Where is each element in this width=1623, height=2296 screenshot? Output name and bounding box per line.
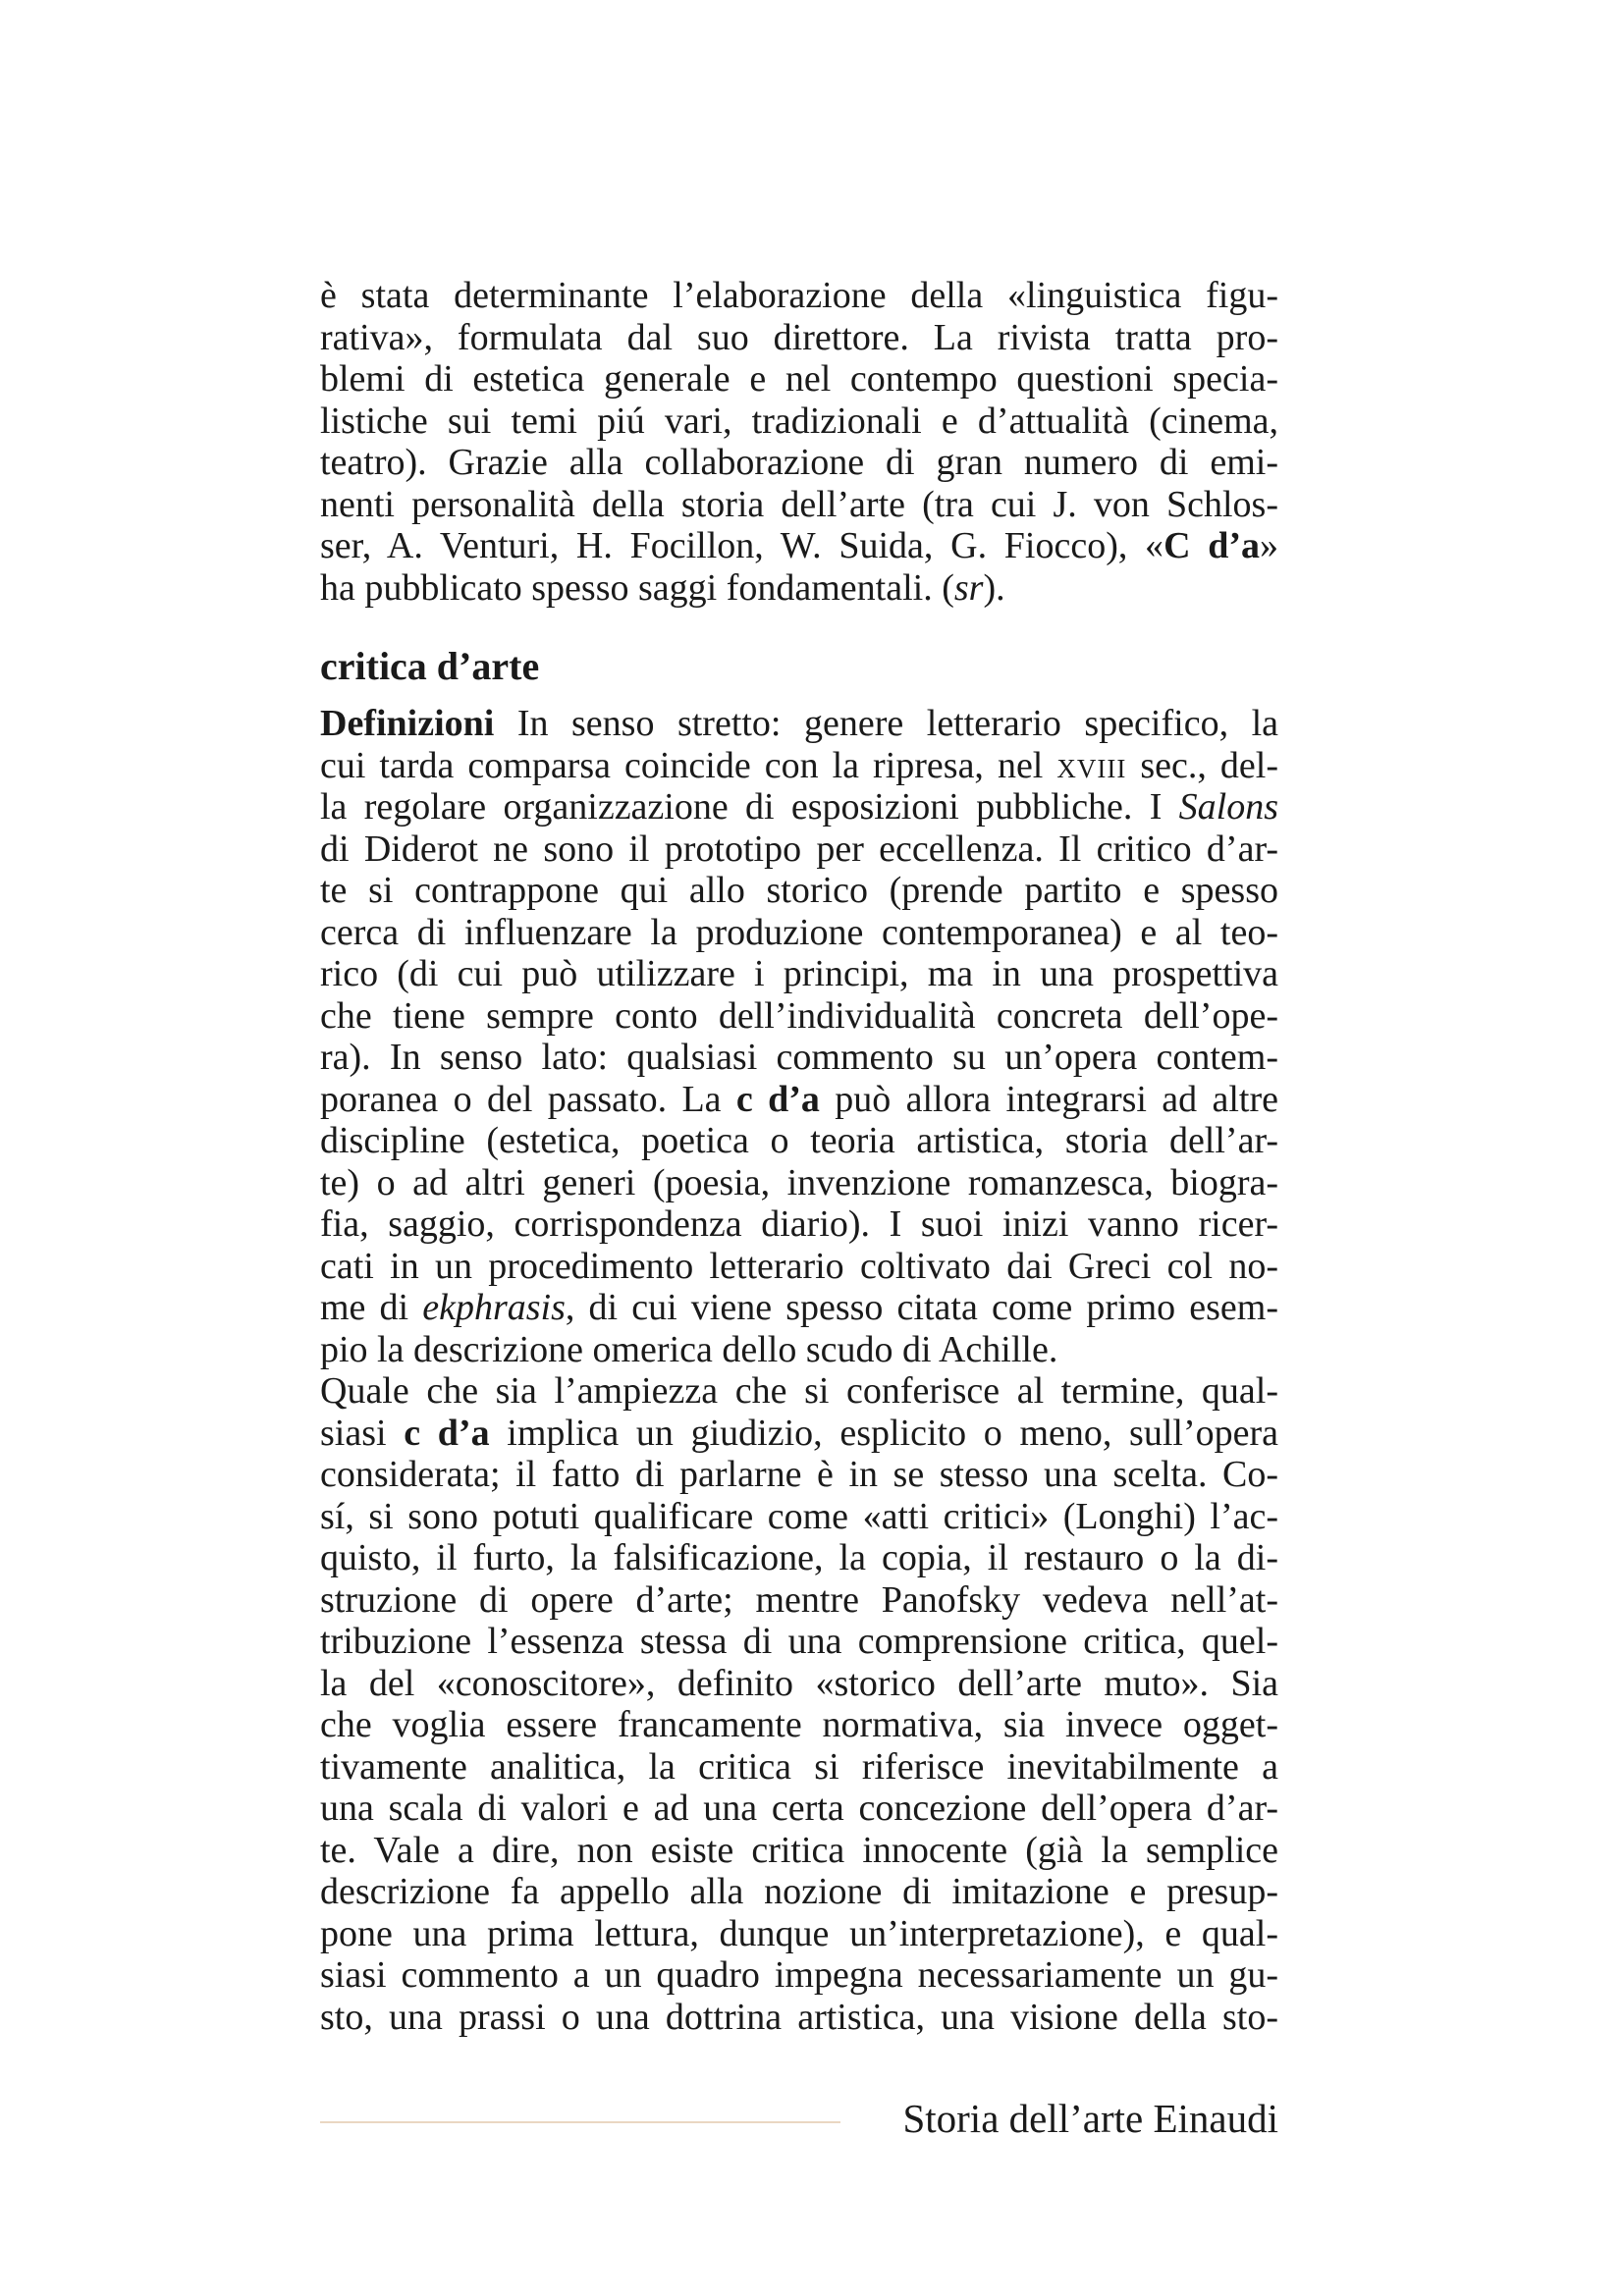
text-line: Quale che sia l’ampiezza che si conferisce al termine, qual- — [320, 1370, 1278, 1412]
text-line: te) o ad altri generi (poesia, invenzione romanzesca, biogra- — [320, 1161, 1278, 1203]
text-run: ser, A. Venturi, H. Focillon, W. Suida, G. Fiocco), « — [320, 525, 1164, 566]
text-line: sí, si sono potuti qualificare come «atti critici» (Longhi) l’ac- — [320, 1495, 1278, 1537]
text-line — [320, 1287, 1278, 1329]
text-line: cati in un procedimento letterario coltivato dai Greci col no- — [320, 1245, 1278, 1287]
text-line: blemi di estetica generale e nel contempo questioni specia- — [320, 358, 1278, 400]
text-line — [320, 1413, 1278, 1455]
text-line: tivamente analitica, la critica si riferisce inevitabilmente a — [320, 1745, 1278, 1788]
text-run: la regolare organizzazione di esposizioni pubbliche. I — [320, 786, 1179, 828]
century-numeral: xviii — [1056, 744, 1127, 786]
text-run: » — [1260, 525, 1278, 566]
text-line: pio la descrizione omerica dello scudo di Achille. — [320, 1328, 1058, 1370]
section-label: Definizioni — [320, 703, 495, 744]
italic-term: ekphrasis — [422, 1287, 566, 1328]
text-line: di Diderot ne sono il prototipo per eccellenza. Il critico d’ar- — [320, 828, 1278, 870]
text-line: che tiene sempre conto dell’individualità concreta dell’ope- — [320, 994, 1278, 1037]
text-run: implica un giudizio, esplicito o meno, sull’opera — [489, 1412, 1279, 1454]
author-initials: sr — [953, 566, 984, 609]
text-line — [320, 1079, 1278, 1121]
text-line: cerca di influenzare la produzione contemporanea) e al teo- — [320, 911, 1278, 953]
text-line: listiche sui temi piú vari, tradizionali e d’attualità (cinema, — [320, 400, 1278, 442]
text-line: la del «conoscitore», definito «storico dell’arte muto». Sia — [320, 1662, 1278, 1704]
abbreviation: c d’a — [404, 1412, 490, 1454]
text-line: quisto, il furto, la falsificazione, la copia, il restauro o la di- — [320, 1537, 1278, 1578]
text-run: poranea o del passato. La — [320, 1078, 736, 1120]
text-run: me di — [320, 1287, 423, 1328]
text-run: ha pubblicato spesso saggi fondamentali. ( — [320, 566, 954, 609]
text-line: una scala di valori e ad una certa concezione dell’opera d’ar- — [320, 1788, 1278, 1829]
text-line: ra). In senso lato: qualsiasi commento su un’opera contem- — [320, 1037, 1278, 1078]
text-line: che voglia essere francamente normativa, sia invece ogget- — [320, 1704, 1278, 1745]
entry-heading: critica d’arte — [320, 644, 540, 688]
entry-body — [320, 703, 1278, 2038]
text-line: nenti personalità della storia dell’arte (tra cui J. von Schlos- — [320, 483, 1278, 525]
intro-paragraph — [320, 275, 1278, 609]
text-line: pone una prima lettura, dunque un’interpretazione), e qual- — [320, 1912, 1278, 1954]
text-line — [320, 745, 1278, 787]
page-footer — [320, 2089, 1278, 2148]
italic-title: Salons — [1178, 786, 1278, 828]
text-line: discipline (estetica, poetica o teoria artistica, storia dell’ar- — [320, 1120, 1278, 1161]
abbreviation: C d’a — [1163, 525, 1260, 566]
text-line: te si contrappone qui allo storico (prende partito e spesso — [320, 870, 1278, 911]
footer-rule — [320, 2121, 840, 2123]
text-line — [320, 786, 1278, 828]
text-line: teatro). Grazie alla collaborazione di gran numero di emi- — [320, 442, 1278, 483]
text-run: sec., del- — [1126, 744, 1278, 786]
text-line: è stata determinante l’elaborazione della «linguistica figu- — [320, 275, 1278, 316]
text-line — [320, 525, 1278, 567]
text-line: siasi commento a un quadro impegna necessariamente un gu- — [320, 1954, 1278, 1996]
footer-title: Storia dell’arte Einaudi — [902, 2096, 1278, 2141]
text-line: struzione di opere d’arte; mentre Panofsky vedeva nell’at- — [320, 1578, 1278, 1621]
text-run: ). — [983, 566, 1005, 609]
abbreviation: c d’a — [735, 1078, 820, 1120]
text-line: rico (di cui può utilizzare i principi, ma in una prospettiva — [320, 953, 1278, 994]
text-line: descrizione fa appello alla nozione di imitazione e presup- — [320, 1871, 1278, 1912]
text-line — [320, 567, 1278, 610]
text-line: sto, una prassi o una dottrina artistica, una visione della sto- — [320, 1996, 1278, 2038]
text-run: può allora integrarsi ad altre — [819, 1078, 1279, 1120]
text-run: , di cui viene spesso citata come primo esem- — [565, 1287, 1278, 1328]
text-run: In senso stretto: genere letterario specifico, la — [494, 703, 1278, 744]
text-line — [320, 703, 1278, 745]
text-line: rativa», formulata dal suo direttore. La rivista tratta pro- — [320, 316, 1278, 358]
text-line: considerata; il fatto di parlarne è in se stesso una scelta. Co- — [320, 1454, 1278, 1495]
text-line: tribuzione l’essenza stessa di una comprensione critica, quel- — [320, 1621, 1278, 1662]
text-run: siasi — [320, 1412, 405, 1454]
text-line: fia, saggio, corrispondenza diario). I suoi inizi vanno ricer- — [320, 1203, 1278, 1245]
text-line: te. Vale a dire, non esiste critica innocente (già la semplice — [320, 1829, 1278, 1871]
text-run: cui tarda comparsa coincide con la ripresa, nel — [320, 744, 1057, 786]
